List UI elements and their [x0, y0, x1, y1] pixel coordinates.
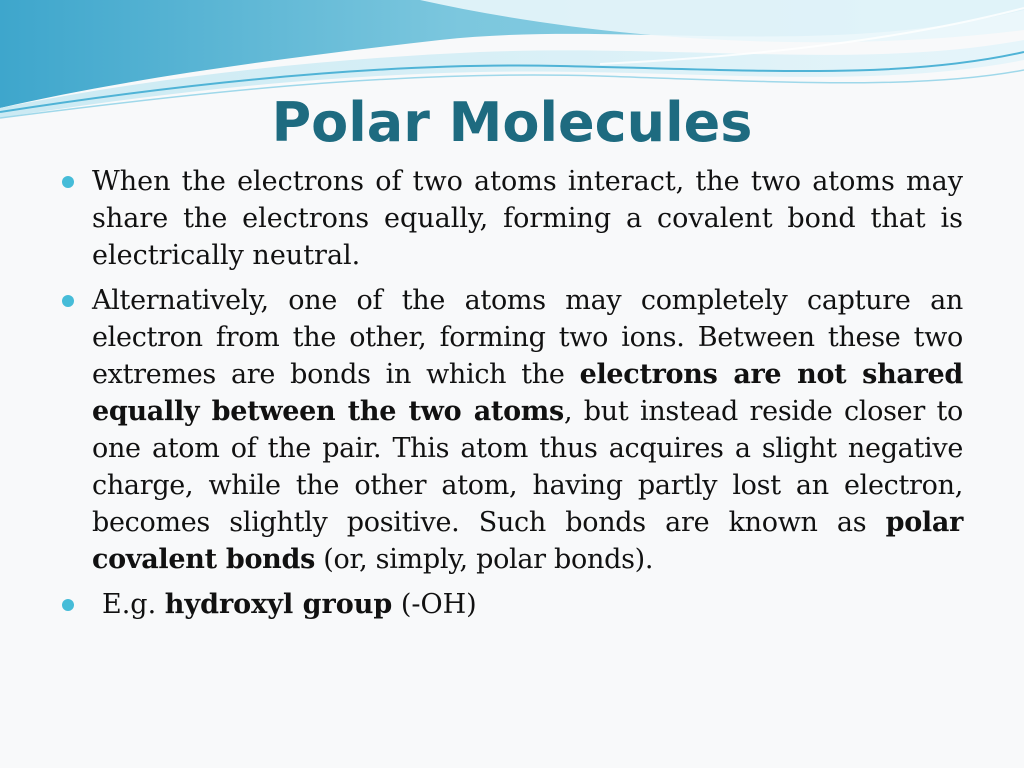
text-run: Alternatively, one of the atoms may completely capture an electron from the other, forming two ions. Between these two extremes are bonds in which the	[92, 285, 963, 390]
bullet-item-2	[60, 282, 963, 578]
text-run: (or, simply, polar bonds).	[314, 544, 654, 575]
bullet-item-3	[60, 586, 963, 623]
bold-text-run: polar covalent bonds	[92, 507, 963, 575]
slide-title: Polar Molecules	[271, 91, 753, 154]
bullet-dot-icon	[62, 176, 74, 188]
text-run: When the electrons of two atoms interact, the two atoms may share the electrons equally, forming a covalent bond that is electrically neutral.	[92, 166, 963, 271]
text-run: E.g.	[102, 589, 165, 620]
bullet-dot-icon	[62, 295, 74, 307]
bold-text-run: hydroxyl group	[164, 589, 393, 620]
text-run: (-OH)	[392, 589, 477, 620]
bullet-text	[92, 282, 963, 578]
bullet-item-1	[60, 163, 963, 274]
bullet-text	[92, 586, 963, 623]
bullet-list	[60, 163, 963, 631]
bold-text-run: electrons are not shared equally between the two atoms	[92, 359, 963, 427]
bullet-text	[92, 163, 963, 274]
bullet-dot-icon	[62, 599, 74, 611]
text-run: , but instead reside closer to one atom of the pair. This atom thus acquires a slight negative charge, while the other atom, having partly lost an electron, becomes slightly positive. Such bonds are known as	[92, 396, 963, 538]
